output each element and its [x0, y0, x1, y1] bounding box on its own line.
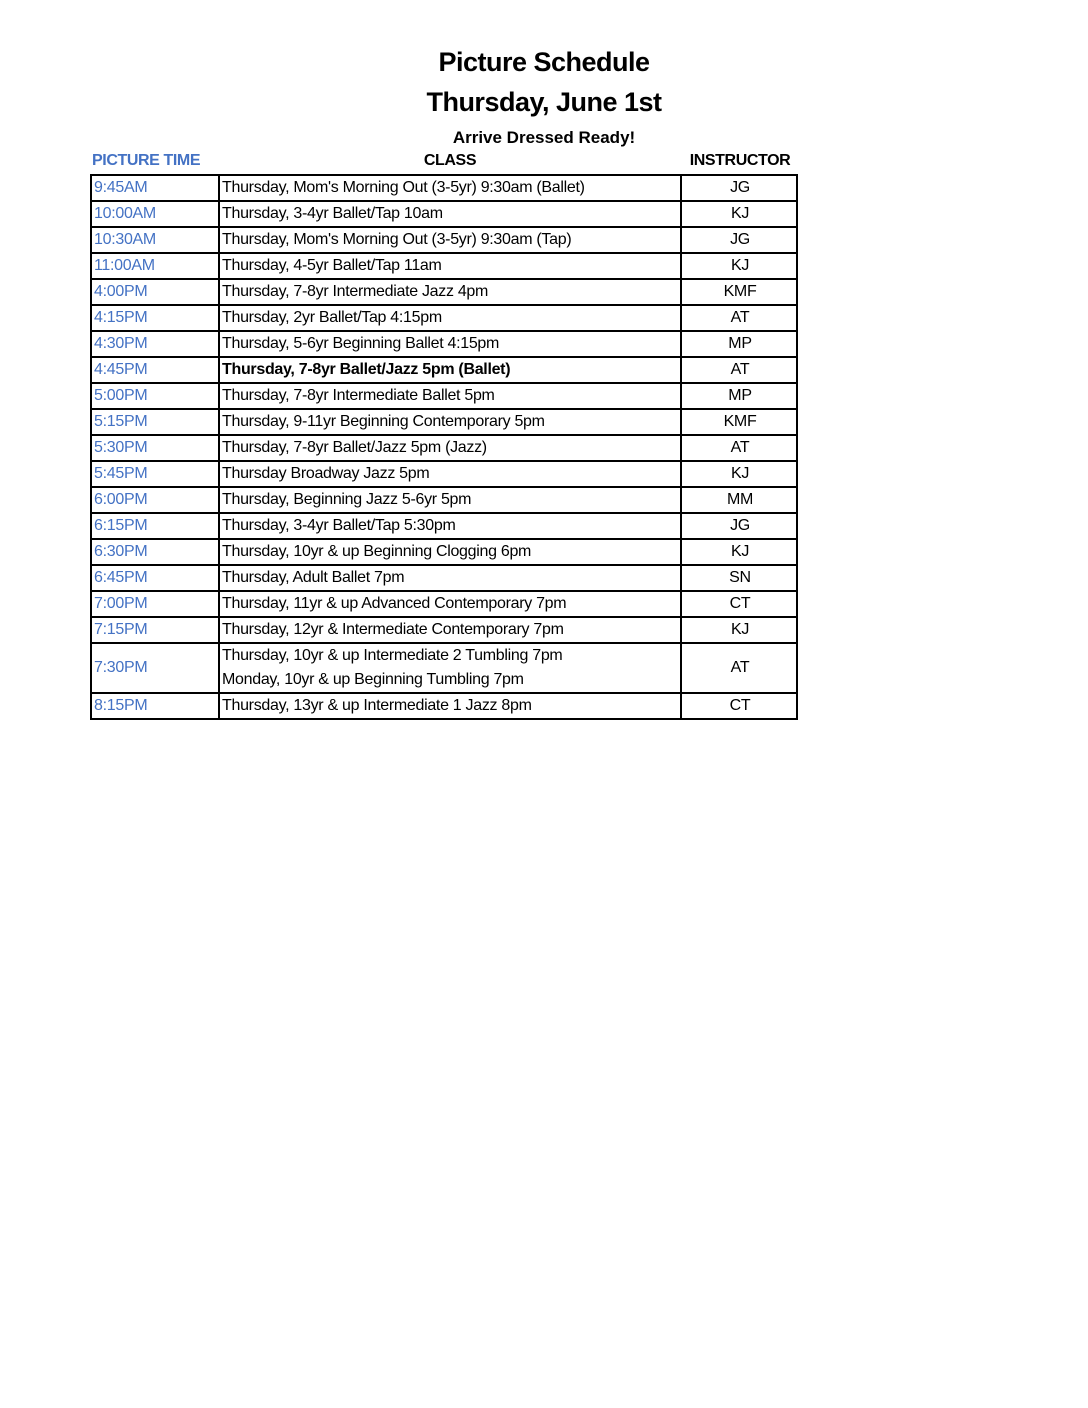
page-title: Picture Schedule [438, 47, 650, 77]
class-name: Thursday, 9-11yr Beginning Contemporary 5pm [222, 413, 545, 430]
instructor-cell: AT [681, 643, 797, 693]
picture-time-cell: 10:00AM [91, 201, 219, 227]
class-cell [219, 201, 681, 227]
picture-time-cell: 9:45AM [91, 175, 219, 201]
class-cell [219, 513, 681, 539]
instructor-cell: JG [681, 513, 797, 539]
class-cell [219, 279, 681, 305]
class-cell [219, 565, 681, 591]
instructor-cell: CT [681, 591, 797, 617]
class-name: Thursday, 3-4yr Ballet/Tap 5:30pm [222, 517, 456, 534]
picture-time-cell: 10:30AM [91, 227, 219, 253]
class-cell [219, 409, 681, 435]
table-row [91, 693, 797, 719]
instructor-cell: AT [681, 305, 797, 331]
instructor-cell: AT [681, 435, 797, 461]
title-block [90, 42, 998, 150]
picture-time-cell: 4:45PM [91, 357, 219, 383]
class-cell [219, 435, 681, 461]
picture-time-cell: 5:15PM [91, 409, 219, 435]
table-row [91, 279, 797, 305]
picture-time-cell: 7:15PM [91, 617, 219, 643]
table-row [91, 409, 797, 435]
class-cell [219, 693, 681, 719]
table-row [91, 253, 797, 279]
class-name: Monday, 10yr & up Beginning Tumbling 7pm [222, 671, 524, 688]
table-row [91, 357, 797, 383]
class-name: Thursday, Adult Ballet 7pm [222, 569, 405, 586]
class-name: Thursday, 7-8yr Ballet/Jazz 5pm (Ballet) [222, 361, 511, 378]
class-cell [219, 253, 681, 279]
instructor-cell: AT [681, 357, 797, 383]
class-cell [219, 305, 681, 331]
instructor-cell: JG [681, 227, 797, 253]
class-name: Thursday, Mom's Morning Out (3-5yr) 9:30am (Tap) [222, 231, 572, 248]
instructor-cell: MP [681, 383, 797, 409]
class-cell [219, 487, 681, 513]
class-name: Thursday, 5-6yr Beginning Ballet 4:15pm [222, 335, 500, 352]
class-name: Thursday, 7-8yr Intermediate Jazz 4pm [222, 283, 489, 300]
table-row [91, 513, 797, 539]
class-name: Thursday, Beginning Jazz 5-6yr 5pm [222, 491, 472, 508]
picture-time-cell: 5:30PM [91, 435, 219, 461]
instructor-cell: KMF [681, 409, 797, 435]
instructor-cell: KJ [681, 253, 797, 279]
picture-time-cell: 6:45PM [91, 565, 219, 591]
class-cell [219, 383, 681, 409]
class-name: Thursday, 7-8yr Intermediate Ballet 5pm [222, 387, 495, 404]
class-name: Thursday, 12yr & Intermediate Contemporary 7pm [222, 621, 564, 638]
table-row [91, 539, 797, 565]
class-cell [219, 591, 681, 617]
column-header-picture-time: PICTURE TIME [92, 152, 201, 169]
table-row [91, 591, 797, 617]
class-name: Thursday, 11yr & up Advanced Contemporary 7pm [222, 595, 567, 612]
picture-time-cell: 6:30PM [91, 539, 219, 565]
class-name: Thursday, 10yr & up Intermediate 2 Tumbling 7pm [222, 647, 563, 664]
instructor-cell: KJ [681, 617, 797, 643]
arrival-note: Arrive Dressed Ready! [452, 128, 636, 147]
class-cell [219, 357, 681, 383]
picture-time-cell: 8:15PM [91, 693, 219, 719]
class-cell [219, 461, 681, 487]
picture-time-cell: 4:15PM [91, 305, 219, 331]
picture-time-cell: 4:00PM [91, 279, 219, 305]
class-cell [219, 331, 681, 357]
table-row [91, 487, 797, 513]
class-cell [219, 617, 681, 643]
table-row [91, 175, 797, 201]
class-name: Thursday, 10yr & up Beginning Clogging 6pm [222, 543, 532, 560]
class-cell [219, 643, 681, 693]
class-name: Thursday, 2yr Ballet/Tap 4:15pm [222, 309, 442, 326]
column-header-instructor: INSTRUCTOR [689, 152, 791, 169]
class-name: Thursday, 7-8yr Ballet/Jazz 5pm (Jazz) [222, 439, 487, 456]
picture-time-cell: 6:00PM [91, 487, 219, 513]
class-name: Thursday Broadway Jazz 5pm [222, 465, 430, 482]
instructor-cell: SN [681, 565, 797, 591]
table-row [91, 643, 797, 693]
instructor-cell: KJ [681, 539, 797, 565]
instructor-cell: MP [681, 331, 797, 357]
instructor-cell: KMF [681, 279, 797, 305]
picture-time-cell: 7:00PM [91, 591, 219, 617]
schedule-date: Thursday, June 1st [426, 87, 662, 117]
class-name: Thursday, Mom's Morning Out (3-5yr) 9:30am (Ballet) [222, 179, 585, 196]
class-cell [219, 175, 681, 201]
table-row [91, 565, 797, 591]
picture-time-cell: 5:45PM [91, 461, 219, 487]
picture-time-cell: 4:30PM [91, 331, 219, 357]
column-header-class: CLASS [423, 152, 477, 169]
table-row [91, 461, 797, 487]
instructor-cell: JG [681, 175, 797, 201]
picture-time-cell: 6:15PM [91, 513, 219, 539]
table-row [91, 617, 797, 643]
table-row [91, 227, 797, 253]
class-name: Thursday, 13yr & up Intermediate 1 Jazz 8pm [222, 697, 532, 714]
instructor-cell: KJ [681, 461, 797, 487]
picture-time-cell: 5:00PM [91, 383, 219, 409]
table-row [91, 305, 797, 331]
table-row [91, 383, 797, 409]
class-name: Thursday, 4-5yr Ballet/Tap 11am [222, 257, 442, 274]
class-cell [219, 227, 681, 253]
table-row [91, 331, 797, 357]
table-row [91, 435, 797, 461]
picture-time-cell: 11:00AM [91, 253, 219, 279]
instructor-cell: MM [681, 487, 797, 513]
class-cell [219, 539, 681, 565]
schedule-table-body [91, 175, 797, 719]
instructor-cell: KJ [681, 201, 797, 227]
table-row [91, 201, 797, 227]
schedule-table [90, 174, 798, 720]
class-name: Thursday, 3-4yr Ballet/Tap 10am [222, 205, 443, 222]
instructor-cell: CT [681, 693, 797, 719]
picture-time-cell: 7:30PM [91, 643, 219, 693]
